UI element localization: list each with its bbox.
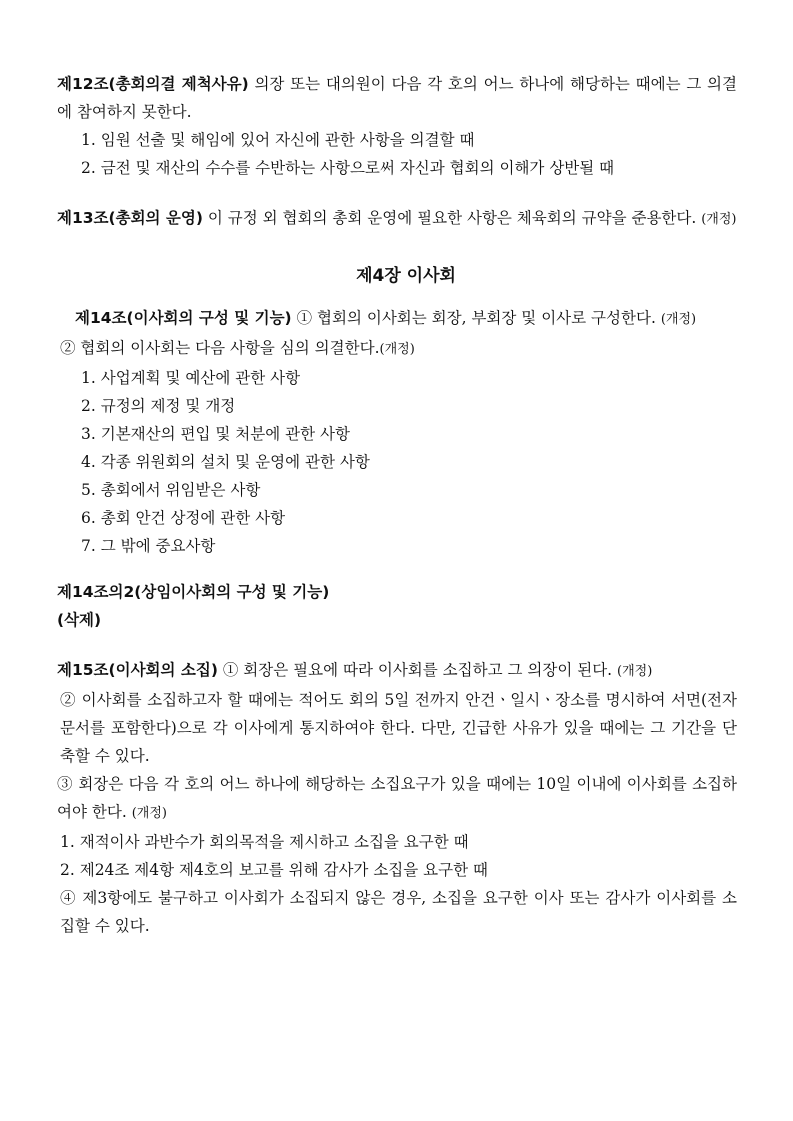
article-15-item: 2. 제24조 제4항 제4호의 보고를 위해 감사가 소집을 요구한 때 [60,861,488,879]
article-14-item: 3. 기본재산의 편입 및 처분에 관한 사항 [81,425,350,443]
article-14-p2-text: ② 협회의 이사회는 다음 사항을 심의 의결한다. [60,339,380,357]
article-14-2-title: 제14조의2(상임이사회의 구성 및 기능) [57,583,330,601]
article-15-p3 [57,770,737,828]
article-13 [57,204,737,234]
article-14-item: 1. 사업계획 및 예산에 관한 사항 [81,369,301,387]
article-15-p2: ② 이사회를 소집하고자 할 때에는 적어도 회의 5일 전까지 안건ㆍ일시ㆍ장소를 명시하여 서면(전자문서를 포함한다)으로 각 이사에게 통지하여야 한다. 다만, 긴급한 사유가 있을 때에는 그 기간을 단축할 수 있다. [60,691,737,765]
article-13-body: 이 규정 외 협회의 총회 운영에 필요한 사항은 체육회의 규약을 준용한다. [202,209,702,227]
article-14-item: 2. 규정의 제정 및 개정 [81,397,236,415]
article-14-item: 5. 총회에서 위임받은 사항 [81,481,261,499]
article-15-item: 1. 재적이사 과반수가 회의목적을 제시하고 소집을 요구한 때 [60,833,469,851]
article-15-p1: ① 회장은 필요에 따라 이사회를 소집하고 그 의장이 된다. [217,661,618,679]
article-15-p3-text: ③ 회장은 다음 각 호의 어느 하나에 해당하는 소집요구가 있을 때에는 10일 이내에 이사회를 소집하여야 한다. [57,775,737,821]
article-14-item: 6. 총회 안건 상정에 관한 사항 [81,509,286,527]
article-14-title: 제14조(이사회의 구성 및 기능) [75,309,292,327]
article-14 [57,304,737,334]
article-12-body: 의장 또는 대의원이 다음 각 호의 어느 하나에 해당하는 때에는 그 의결에 참여하지 못한다. [57,75,737,121]
article-14-item: 4. 각종 위원회의 설치 및 운영에 관한 사항 [81,453,370,471]
document-page [57,70,737,940]
article-14-item: 7. 그 밖에 중요사항 [81,537,216,555]
article-12-item: 2. 금전 및 재산의 수수를 수반하는 사항으로써 자신과 협회의 이해가 상반될 때 [81,159,615,177]
article-15 [57,656,737,686]
chapter-title: 제4장 이사회 [356,266,456,286]
amend-note: (개정) [379,342,415,357]
article-12 [57,70,737,126]
amend-note: (개정) [701,212,737,227]
amend-note: (개정) [660,312,697,327]
amend-note: (개정) [131,806,167,821]
article-14-2-deleted: (삭제) [57,611,102,629]
amend-note: (개정) [617,664,653,679]
article-15-p4: ④ 제3항에도 불구하고 이사회가 소집되지 않은 경우, 소집을 요구한 이사 또는 감사가 이사회를 소집할 수 있다. [60,889,737,935]
article-12-title: 제12조(총회의결 제척사유) [57,75,249,93]
article-14-p1: ① 협회의 이사회는 회장, 부회장 및 이사로 구성한다. [291,309,661,327]
article-13-title: 제13조(총회의 운영) [57,209,203,227]
article-14-p2 [57,334,737,364]
article-15-title: 제15조(이사회의 소집) [57,661,218,679]
article-12-item: 1. 임원 선출 및 해임에 있어 자신에 관한 사항을 의결할 때 [81,131,475,149]
